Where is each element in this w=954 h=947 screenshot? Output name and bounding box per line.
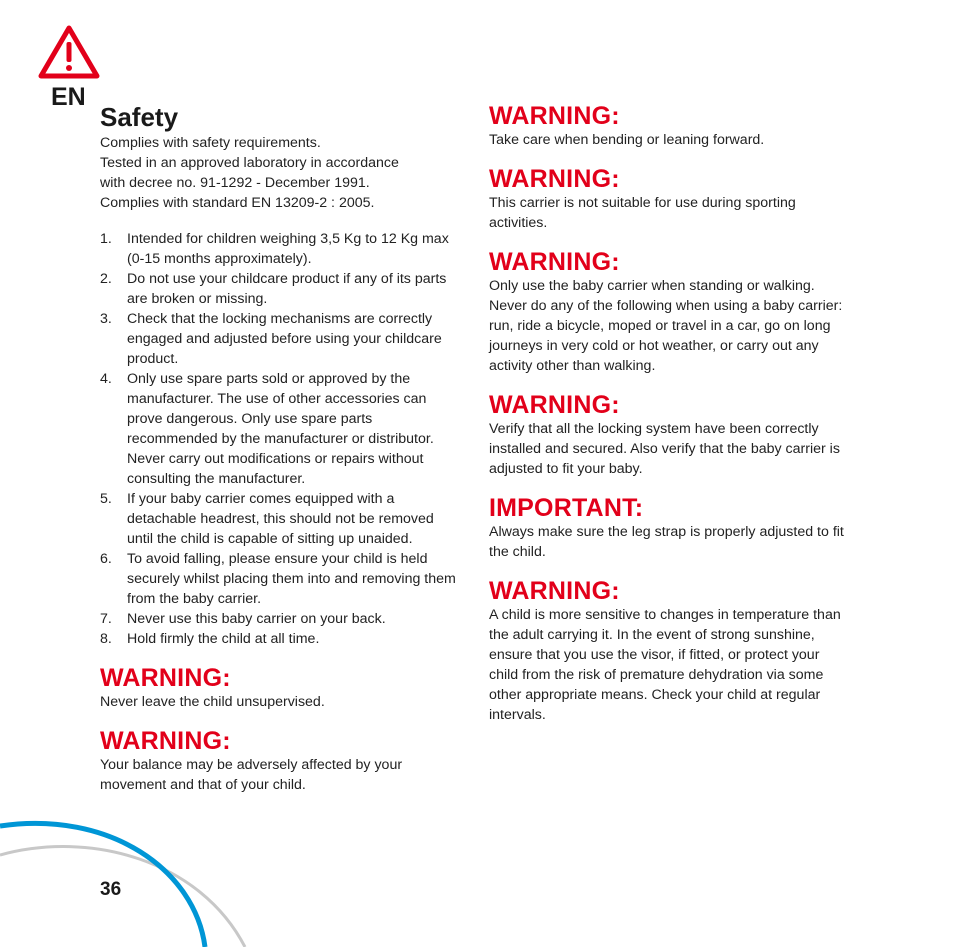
warning-block — [489, 248, 849, 376]
decorative-swoosh — [0, 800, 260, 947]
intro-line: with decree no. 91-1292 - December 1991. — [100, 175, 370, 191]
warning-heading: WARNING: — [100, 664, 231, 692]
warning-heading: WARNING: — [489, 102, 620, 130]
warning-block — [100, 727, 460, 795]
important-block — [489, 494, 849, 562]
intro-line: Tested in an approved laboratory in accordance — [100, 155, 399, 171]
safety-rules-list — [100, 229, 460, 649]
important-text: Always make sure the leg strap is properly adjusted to fit the child. — [489, 524, 844, 560]
warning-text: Only use the baby carrier when standing or walking. Never do any of the following when using a baby carrier: run, ride a bicycle, moped or travel in a car, go on long journeys in very cold or hot weather, or carry out any activity other than walking. — [489, 278, 843, 374]
warning-heading: WARNING: — [100, 727, 231, 755]
warning-text: This carrier is not suitable for use during sporting activities. — [489, 195, 796, 231]
warning-text: A child is more sensitive to changes in temperature than the adult carrying it. In the event of strong sunshine, ensure that you use the visor, if fitted, or protect your child from the risk of premature dehydration via some other appropriate means. Check your child at regular intervals. — [489, 607, 841, 723]
warning-heading: WARNING: — [489, 248, 620, 276]
warning-block — [489, 102, 849, 150]
warning-triangle-icon — [37, 24, 101, 82]
warning-block — [489, 165, 849, 233]
warning-text: Take care when bending or leaning forward. — [489, 132, 765, 148]
warning-text: Never leave the child unsupervised. — [100, 694, 325, 710]
warning-block — [489, 577, 849, 725]
safety-intro — [100, 133, 460, 213]
page-title: Safety — [100, 102, 179, 132]
page-number: 36 — [100, 879, 122, 900]
intro-line: Complies with standard EN 13209-2 : 2005. — [100, 195, 375, 211]
warning-heading: WARNING: — [489, 391, 620, 419]
right-column — [489, 102, 849, 725]
intro-line: Complies with safety requirements. — [100, 135, 321, 151]
list-item: 4. Only use spare parts sold or approved by the manufacturer. The use of other accessories can prove dangerous. Only use spare parts recommended by the manufacturer or distributor. Never carry out modifications or repairs without consulting the manufacturer. — [100, 371, 434, 487]
left-column — [100, 102, 460, 795]
warning-block — [489, 391, 849, 479]
list-item: 5. If your baby carrier comes equipped with a detachable headrest, this should not be removed until the child is capable of sitting up unaided. — [100, 491, 434, 547]
list-item: 7. Never use this baby carrier on your back. — [100, 611, 386, 627]
warning-text: Your balance may be adversely affected by your movement and that of your child. — [100, 757, 403, 793]
warning-heading: WARNING: — [489, 165, 620, 193]
warning-block — [100, 664, 460, 712]
list-item: 6. To avoid falling, please ensure your child is held securely whilst placing them into and removing them from the baby carrier. — [100, 551, 456, 607]
list-item: 8. Hold firmly the child at all time. — [100, 631, 320, 647]
warning-text: Verify that all the locking system have been correctly installed and secured. Also verify that the baby carrier is adjusted to fit your baby. — [489, 421, 840, 477]
important-heading: IMPORTANT: — [489, 494, 644, 522]
list-item: 3. Check that the locking mechanisms are correctly engaged and adjusted before using your childcare product. — [100, 311, 442, 367]
list-item: 2. Do not use your childcare product if any of its parts are broken or missing. — [100, 271, 447, 307]
list-item: 1. Intended for children weighing 3,5 Kg to 12 Kg max (0-15 months approximately). — [100, 231, 449, 267]
language-label: EN — [51, 83, 86, 111]
warning-heading: WARNING: — [489, 577, 620, 605]
